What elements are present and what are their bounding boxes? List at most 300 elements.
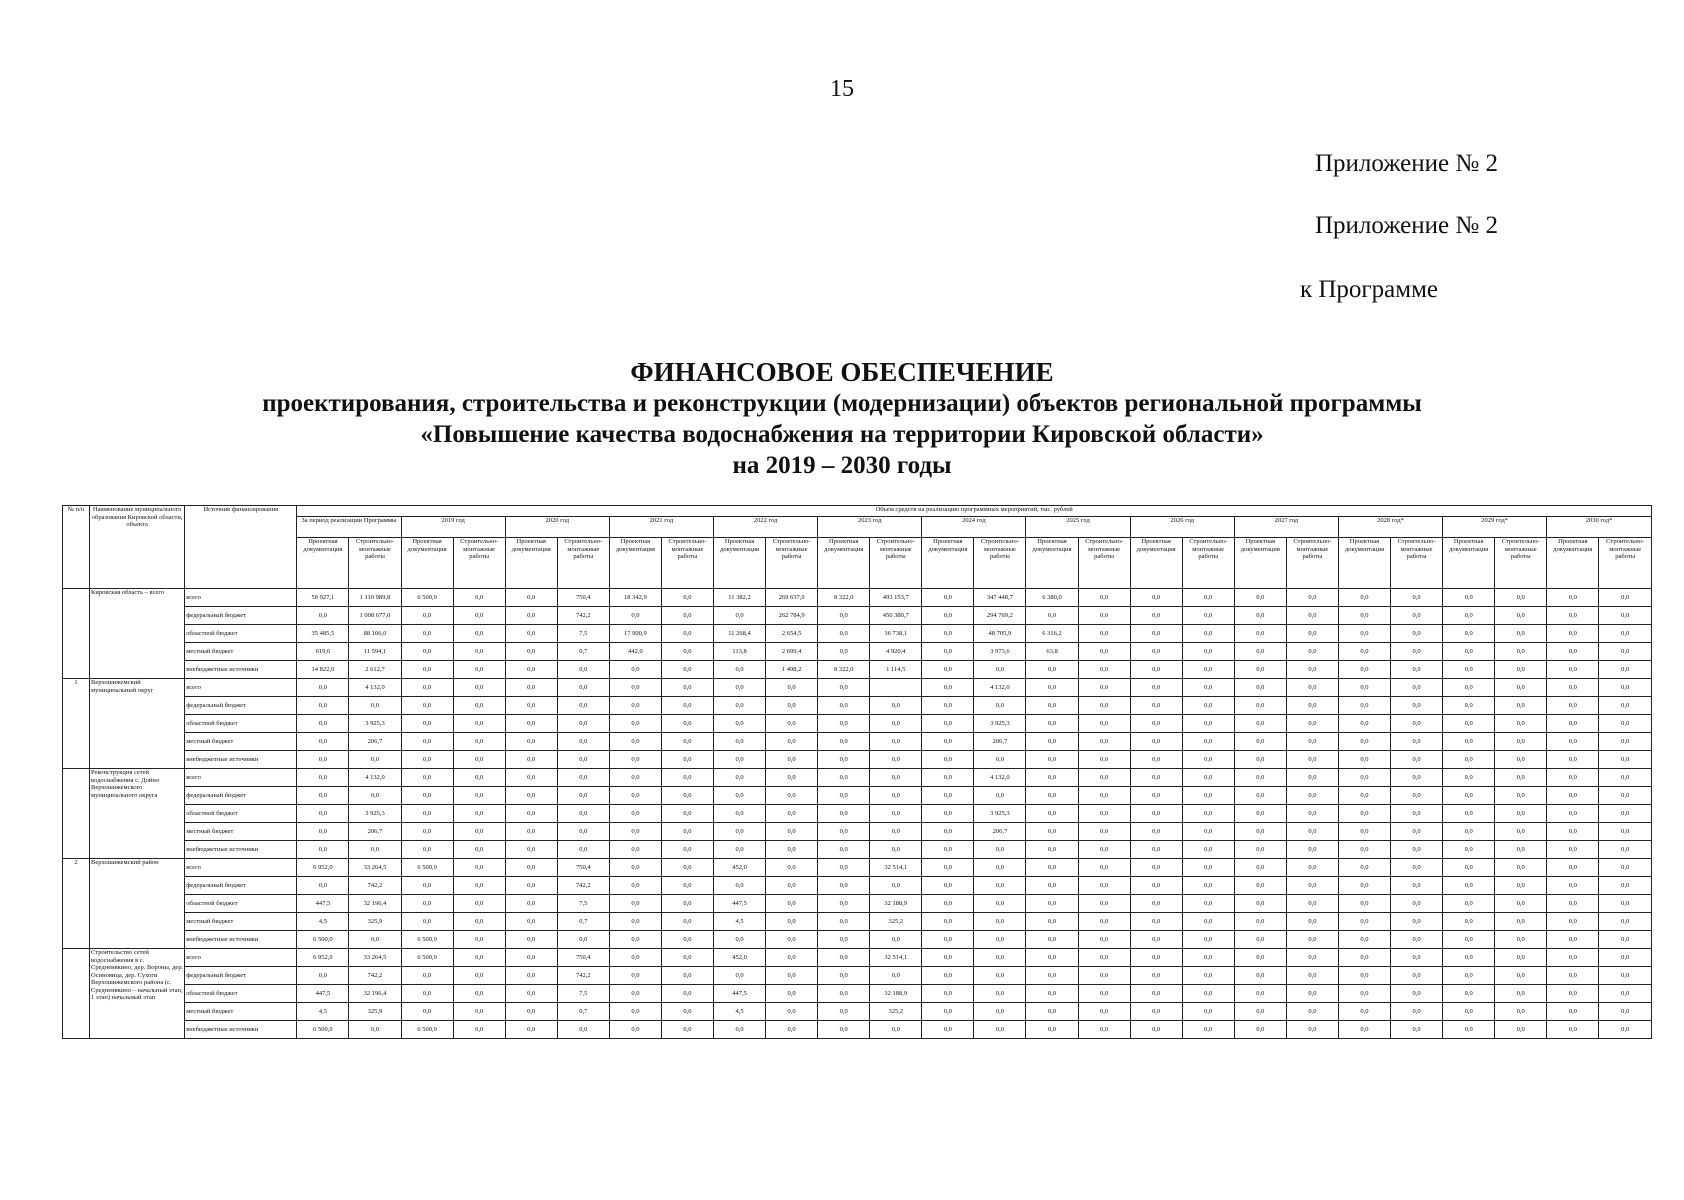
value-cell: 0,0 xyxy=(349,697,401,715)
value-cell: 0,0 xyxy=(818,985,870,1003)
header-construction: Строительно-монтажные работы xyxy=(349,538,401,589)
value-cell: 0,0 xyxy=(922,841,974,859)
value-cell: 325,9 xyxy=(349,1003,401,1021)
funding-source: внебюджетные источники xyxy=(185,931,297,949)
value-cell: 0,0 xyxy=(974,859,1026,877)
value-cell: 0,0 xyxy=(1599,607,1652,625)
value-cell: 0,0 xyxy=(609,697,661,715)
value-cell: 0,0 xyxy=(609,1003,661,1021)
value-cell: 0,0 xyxy=(1599,967,1652,985)
page-number: 15 xyxy=(830,76,854,102)
value-cell: 0,0 xyxy=(870,967,922,985)
funding-source: федеральный бюджет xyxy=(185,967,297,985)
value-cell: 0,0 xyxy=(766,895,818,913)
value-cell: 347 448,7 xyxy=(974,589,1026,607)
table-row xyxy=(63,1021,1652,1039)
value-cell: 0,0 xyxy=(1391,895,1443,913)
value-cell: 0,0 xyxy=(714,751,766,769)
value-cell: 0,0 xyxy=(1078,697,1130,715)
value-cell xyxy=(870,679,922,697)
header-design-doc: Проектная документация xyxy=(818,538,870,589)
value-cell: 0,0 xyxy=(1495,589,1547,607)
title-line-2: проектирования, строительства и реконструкции (модернизации) объектов региональной программы xyxy=(262,390,1422,417)
value-cell: 3 925,3 xyxy=(974,715,1026,733)
value-cell: 0,0 xyxy=(557,679,609,697)
appendix-line-3: к Программе xyxy=(1299,276,1438,303)
value-cell: 0,0 xyxy=(1495,733,1547,751)
value-cell: 0,0 xyxy=(766,679,818,697)
document-title xyxy=(0,356,1684,481)
value-cell: 2 612,7 xyxy=(349,661,401,679)
value-cell: 0,0 xyxy=(1391,913,1443,931)
value-cell: 0,0 xyxy=(1130,769,1182,787)
value-cell: 0,0 xyxy=(1338,715,1390,733)
value-cell: 0,0 xyxy=(609,931,661,949)
value-cell: 0,0 xyxy=(922,823,974,841)
value-cell: 0,0 xyxy=(1234,661,1286,679)
value-cell: 0,0 xyxy=(1078,679,1130,697)
value-cell: 0,0 xyxy=(1338,985,1390,1003)
value-cell: 0,0 xyxy=(766,715,818,733)
value-cell: 0,0 xyxy=(1026,733,1078,751)
value-cell: 0,0 xyxy=(818,805,870,823)
value-cell: 0,0 xyxy=(766,787,818,805)
value-cell: 0,0 xyxy=(609,661,661,679)
value-cell: 0,0 xyxy=(557,787,609,805)
value-cell: 0,0 xyxy=(1286,985,1338,1003)
value-cell: 18 342,9 xyxy=(609,589,661,607)
value-cell: 0,0 xyxy=(557,697,609,715)
value-cell: 3 925,3 xyxy=(974,805,1026,823)
value-cell: 0,0 xyxy=(557,841,609,859)
value-cell: 0,0 xyxy=(1443,661,1495,679)
value-cell: 4 132,0 xyxy=(349,679,401,697)
value-cell: 0,0 xyxy=(1547,697,1599,715)
value-cell: 0,0 xyxy=(1391,985,1443,1003)
value-cell: 0,0 xyxy=(1026,895,1078,913)
value-cell: 8 322,0 xyxy=(818,661,870,679)
value-cell: 0,0 xyxy=(297,769,349,787)
value-cell: 0,0 xyxy=(1547,841,1599,859)
value-cell: 0,0 xyxy=(609,841,661,859)
value-cell: 6 500,0 xyxy=(401,949,453,967)
value-cell: 0,0 xyxy=(1078,913,1130,931)
value-cell: 0,0 xyxy=(1286,769,1338,787)
funding-source: местный бюджет xyxy=(185,823,297,841)
value-cell: 0,0 xyxy=(818,931,870,949)
value-cell: 447,5 xyxy=(714,895,766,913)
value-cell: 0,0 xyxy=(766,1003,818,1021)
value-cell: 0,0 xyxy=(1182,625,1234,643)
value-cell: 0,0 xyxy=(1547,967,1599,985)
value-cell: 0,0 xyxy=(557,769,609,787)
value-cell: 0,0 xyxy=(1547,661,1599,679)
object-name: Верхошижемский район xyxy=(90,859,185,949)
value-cell: 0,0 xyxy=(1443,931,1495,949)
value-cell: 4 132,0 xyxy=(974,679,1026,697)
value-cell: 0,0 xyxy=(818,841,870,859)
value-cell: 0,0 xyxy=(609,949,661,967)
value-cell: 0,0 xyxy=(1078,985,1130,1003)
value-cell: 48 705,9 xyxy=(974,625,1026,643)
value-cell: 32 514,1 xyxy=(870,949,922,967)
value-cell: 0,0 xyxy=(1026,913,1078,931)
value-cell: 0,0 xyxy=(1338,679,1390,697)
header-construction: Строительно-монтажные работы xyxy=(1599,538,1652,589)
value-cell: 0,0 xyxy=(505,877,557,895)
value-cell: 0,0 xyxy=(1130,1003,1182,1021)
value-cell: 50 927,1 xyxy=(297,589,349,607)
value-cell: 0,0 xyxy=(1599,751,1652,769)
header-num: № п/п xyxy=(63,506,90,589)
value-cell: 0,0 xyxy=(766,697,818,715)
value-cell: 7,5 xyxy=(557,625,609,643)
value-cell: 0,0 xyxy=(1495,985,1547,1003)
value-cell: 0,0 xyxy=(1130,967,1182,985)
value-cell: 742,2 xyxy=(557,607,609,625)
value-cell: 0,0 xyxy=(1391,877,1443,895)
table-row xyxy=(63,823,1652,841)
value-cell: 0,0 xyxy=(1391,769,1443,787)
value-cell: 0,0 xyxy=(1078,805,1130,823)
title-line-4: на 2019 – 2030 годы xyxy=(732,452,952,479)
value-cell: 0,0 xyxy=(1234,1003,1286,1021)
value-cell: 0,0 xyxy=(1338,1003,1390,1021)
value-cell: 0,0 xyxy=(1182,697,1234,715)
value-cell: 0,0 xyxy=(401,607,453,625)
value-cell: 0,0 xyxy=(1026,931,1078,949)
value-cell: 0,0 xyxy=(870,787,922,805)
value-cell: 0,0 xyxy=(1078,895,1130,913)
value-cell: 0,0 xyxy=(1130,805,1182,823)
value-cell: 0,0 xyxy=(297,733,349,751)
value-cell: 0,0 xyxy=(1391,607,1443,625)
value-cell: 0,0 xyxy=(1182,733,1234,751)
value-cell: 0,0 xyxy=(1182,1021,1234,1039)
appendix-line-2: Приложение № 2 xyxy=(1314,212,1498,239)
value-cell: 0,0 xyxy=(1078,931,1130,949)
value-cell: 0,0 xyxy=(453,931,505,949)
value-cell: 0,0 xyxy=(1443,679,1495,697)
header-design-doc: Проектная документация xyxy=(922,538,974,589)
value-cell: 4 132,0 xyxy=(974,769,1026,787)
value-cell: 35 485,5 xyxy=(297,625,349,643)
value-cell: 0,0 xyxy=(609,823,661,841)
value-cell: 0,0 xyxy=(453,607,505,625)
value-cell: 1 114,5 xyxy=(870,661,922,679)
value-cell: 32 188,9 xyxy=(870,985,922,1003)
value-cell: 6 500,0 xyxy=(401,1021,453,1039)
value-cell: 0,0 xyxy=(661,589,713,607)
funding-source: всего xyxy=(185,679,297,697)
value-cell: 0,0 xyxy=(1547,823,1599,841)
value-cell: 0,0 xyxy=(1599,895,1652,913)
value-cell: 0,0 xyxy=(922,1003,974,1021)
value-cell: 0,0 xyxy=(1443,895,1495,913)
value-cell: 0,0 xyxy=(297,607,349,625)
value-cell: 0,0 xyxy=(349,751,401,769)
value-cell: 0,0 xyxy=(1391,625,1443,643)
value-cell: 0,0 xyxy=(922,697,974,715)
value-cell: 6 500,0 xyxy=(401,859,453,877)
value-cell: 750,4 xyxy=(557,859,609,877)
value-cell: 0,0 xyxy=(401,625,453,643)
value-cell: 0,0 xyxy=(453,1021,505,1039)
value-cell: 0,0 xyxy=(974,985,1026,1003)
value-cell: 32 514,1 xyxy=(870,859,922,877)
value-cell: 0,0 xyxy=(1495,1003,1547,1021)
value-cell: 0,0 xyxy=(1391,949,1443,967)
value-cell: 0,0 xyxy=(1182,805,1234,823)
value-cell: 0,0 xyxy=(922,679,974,697)
value-cell: 0,0 xyxy=(1495,787,1547,805)
value-cell: 0,0 xyxy=(1495,841,1547,859)
value-cell: 0,0 xyxy=(1026,769,1078,787)
value-cell: 0,0 xyxy=(1078,1021,1130,1039)
value-cell: 0,0 xyxy=(1391,859,1443,877)
header-construction: Строительно-монтажные работы xyxy=(1286,538,1338,589)
value-cell: 0,0 xyxy=(349,841,401,859)
value-cell: 0,0 xyxy=(505,715,557,733)
value-cell: 0,0 xyxy=(1286,913,1338,931)
header-design-doc: Проектная документация xyxy=(1443,538,1495,589)
table-row xyxy=(63,589,1652,607)
value-cell: 0,0 xyxy=(661,1003,713,1021)
value-cell: 0,0 xyxy=(1286,823,1338,841)
header-construction: Строительно-монтажные работы xyxy=(974,538,1026,589)
appendix-line-1: Приложение № 2 xyxy=(1314,150,1498,177)
value-cell: 0,0 xyxy=(870,877,922,895)
value-cell: 0,0 xyxy=(1547,625,1599,643)
header-period: 2027 год xyxy=(1234,517,1338,538)
value-cell: 0,0 xyxy=(870,1021,922,1039)
funding-source: областной бюджет xyxy=(185,985,297,1003)
value-cell: 0,0 xyxy=(1599,1021,1652,1039)
value-cell: 0,0 xyxy=(1286,661,1338,679)
value-cell: 0,0 xyxy=(1391,841,1443,859)
value-cell: 0,0 xyxy=(1338,643,1390,661)
value-cell: 0,0 xyxy=(401,733,453,751)
value-cell: 2 699,4 xyxy=(766,643,818,661)
value-cell: 0,0 xyxy=(1599,715,1652,733)
value-cell: 0,0 xyxy=(453,697,505,715)
value-cell: 0,0 xyxy=(1599,787,1652,805)
value-cell: 0,0 xyxy=(453,895,505,913)
value-cell: 0,0 xyxy=(1130,679,1182,697)
value-cell: 0,0 xyxy=(401,913,453,931)
value-cell: 447,5 xyxy=(297,985,349,1003)
value-cell: 0,0 xyxy=(1495,697,1547,715)
value-cell: 0,0 xyxy=(505,985,557,1003)
value-cell: 0,0 xyxy=(401,787,453,805)
value-cell: 447,5 xyxy=(714,985,766,1003)
value-cell: 0,0 xyxy=(1182,643,1234,661)
value-cell: 0,0 xyxy=(1391,967,1443,985)
header-period: 2024 год xyxy=(922,517,1026,538)
title-line-3: «Повышение качества водоснабжения на территории Кировской области» xyxy=(420,421,1264,448)
value-cell: 0,0 xyxy=(818,769,870,787)
value-cell: 0,0 xyxy=(1026,751,1078,769)
header-period: 2020 год xyxy=(505,517,609,538)
value-cell: 0,0 xyxy=(1130,859,1182,877)
value-cell: 0,0 xyxy=(1234,805,1286,823)
row-number xyxy=(63,589,90,679)
object-name: Верхошижемский муниципальный округ xyxy=(90,679,185,769)
value-cell: 0,0 xyxy=(1234,607,1286,625)
value-cell: 0,0 xyxy=(609,859,661,877)
value-cell: 0,0 xyxy=(505,787,557,805)
value-cell: 0,0 xyxy=(661,841,713,859)
value-cell: 0,0 xyxy=(922,589,974,607)
value-cell: 0,0 xyxy=(401,895,453,913)
value-cell: 0,0 xyxy=(1338,859,1390,877)
value-cell: 0,0 xyxy=(1286,841,1338,859)
table-row xyxy=(63,949,1652,967)
value-cell: 4 132,0 xyxy=(349,769,401,787)
value-cell: 0,0 xyxy=(453,643,505,661)
funding-source: всего xyxy=(185,949,297,967)
value-cell: 0,0 xyxy=(1078,625,1130,643)
value-cell: 11 594,1 xyxy=(349,643,401,661)
value-cell: 0,0 xyxy=(1338,661,1390,679)
value-cell: 0,0 xyxy=(1391,805,1443,823)
value-cell: 0,0 xyxy=(922,967,974,985)
row-number xyxy=(63,949,90,1039)
value-cell: 206,7 xyxy=(349,733,401,751)
value-cell: 0,0 xyxy=(1182,661,1234,679)
value-cell: 0,0 xyxy=(1443,769,1495,787)
value-cell: 1 110 989,8 xyxy=(349,589,401,607)
value-cell: 0,0 xyxy=(818,697,870,715)
value-cell: 0,0 xyxy=(297,787,349,805)
value-cell: 6 500,0 xyxy=(401,931,453,949)
value-cell: 0,0 xyxy=(922,625,974,643)
header-construction: Строительно-монтажные работы xyxy=(1078,538,1130,589)
value-cell: 0,0 xyxy=(870,805,922,823)
value-cell: 0,0 xyxy=(922,643,974,661)
value-cell: 4,5 xyxy=(297,1003,349,1021)
value-cell: 0,0 xyxy=(714,967,766,985)
value-cell: 0,0 xyxy=(922,805,974,823)
value-cell: 0,0 xyxy=(714,679,766,697)
value-cell: 6 500,0 xyxy=(401,589,453,607)
value-cell: 0,0 xyxy=(1547,733,1599,751)
funding-source: областной бюджет xyxy=(185,625,297,643)
value-cell: 0,0 xyxy=(922,931,974,949)
value-cell: 0,0 xyxy=(1547,607,1599,625)
value-cell: 0,0 xyxy=(1547,769,1599,787)
header-period: 2019 год xyxy=(401,517,505,538)
value-cell: 0,0 xyxy=(505,841,557,859)
value-cell: 0,0 xyxy=(349,931,401,949)
value-cell: 0,0 xyxy=(766,949,818,967)
value-cell: 0,0 xyxy=(1026,805,1078,823)
value-cell: 0,0 xyxy=(1130,643,1182,661)
value-cell: 0,0 xyxy=(401,841,453,859)
value-cell: 0,0 xyxy=(1078,589,1130,607)
value-cell: 0,0 xyxy=(922,913,974,931)
value-cell: 32 196,4 xyxy=(349,985,401,1003)
value-cell: 0,0 xyxy=(453,805,505,823)
value-cell: 0,0 xyxy=(714,877,766,895)
value-cell: 0,0 xyxy=(401,823,453,841)
value-cell: 7,5 xyxy=(557,985,609,1003)
value-cell: 0,0 xyxy=(922,895,974,913)
value-cell: 269 637,0 xyxy=(766,589,818,607)
value-cell: 0,0 xyxy=(505,859,557,877)
value-cell: 0,0 xyxy=(505,697,557,715)
table-row xyxy=(63,607,1652,625)
value-cell: 0,0 xyxy=(818,949,870,967)
value-cell: 0,0 xyxy=(766,733,818,751)
value-cell: 0,0 xyxy=(714,841,766,859)
value-cell: 0,0 xyxy=(505,1021,557,1039)
value-cell: 0,0 xyxy=(714,661,766,679)
value-cell: 0,0 xyxy=(1338,931,1390,949)
value-cell: 0,0 xyxy=(1130,787,1182,805)
value-cell: 0,0 xyxy=(661,877,713,895)
header-design-doc: Проектная документация xyxy=(505,538,557,589)
value-cell: 325,2 xyxy=(870,913,922,931)
value-cell: 0,0 xyxy=(661,859,713,877)
value-cell: 0,0 xyxy=(1338,895,1390,913)
header-design-doc: Проектная документация xyxy=(401,538,453,589)
value-cell: 0,7 xyxy=(557,1003,609,1021)
value-cell: 0,0 xyxy=(1547,949,1599,967)
value-cell: 0,0 xyxy=(401,661,453,679)
value-cell: 0,0 xyxy=(1443,715,1495,733)
value-cell: 0,0 xyxy=(870,715,922,733)
value-cell: 0,0 xyxy=(297,877,349,895)
value-cell: 742,2 xyxy=(349,877,401,895)
value-cell: 0,0 xyxy=(818,913,870,931)
value-cell: 0,0 xyxy=(453,967,505,985)
value-cell: 0,0 xyxy=(1547,715,1599,733)
value-cell: 0,0 xyxy=(453,769,505,787)
value-cell: 0,0 xyxy=(505,589,557,607)
value-cell: 0,0 xyxy=(1234,913,1286,931)
value-cell: 0,0 xyxy=(818,877,870,895)
value-cell: 0,0 xyxy=(1130,625,1182,643)
table-row xyxy=(63,661,1652,679)
value-cell: 0,0 xyxy=(1547,931,1599,949)
value-cell: 0,0 xyxy=(661,769,713,787)
funding-source: местный бюджет xyxy=(185,913,297,931)
header-period: 2026 год xyxy=(1130,517,1234,538)
value-cell: 0,0 xyxy=(1495,913,1547,931)
value-cell: 0,0 xyxy=(1443,859,1495,877)
value-cell: 0,0 xyxy=(974,751,1026,769)
funding-source: внебюджетные источники xyxy=(185,751,297,769)
value-cell: 36 738,1 xyxy=(870,625,922,643)
value-cell: 0,0 xyxy=(974,787,1026,805)
value-cell: 0,0 xyxy=(1130,751,1182,769)
value-cell: 0,0 xyxy=(870,751,922,769)
value-cell: 0,0 xyxy=(1026,715,1078,733)
value-cell: 1 008 677,0 xyxy=(349,607,401,625)
header-construction: Строительно-монтажные работы xyxy=(766,538,818,589)
value-cell: 0,0 xyxy=(661,967,713,985)
value-cell: 0,0 xyxy=(1182,913,1234,931)
value-cell: 0,0 xyxy=(1547,679,1599,697)
table-row xyxy=(63,733,1652,751)
value-cell: 33 264,5 xyxy=(349,949,401,967)
value-cell: 0,0 xyxy=(1495,877,1547,895)
value-cell: 0,0 xyxy=(661,823,713,841)
value-cell: 0,0 xyxy=(766,751,818,769)
value-cell: 0,0 xyxy=(1443,1021,1495,1039)
value-cell: 0,0 xyxy=(453,985,505,1003)
